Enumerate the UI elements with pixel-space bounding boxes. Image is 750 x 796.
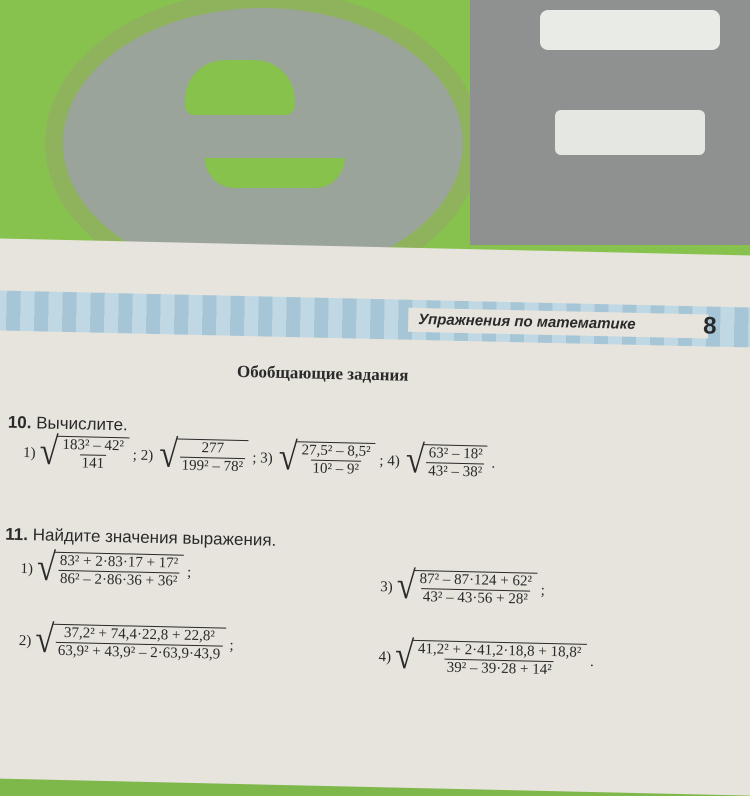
numerator: 41,2² + 2·41,2·18,8 + 18,8² xyxy=(417,641,582,661)
section-title: Обобщающие задания xyxy=(236,361,409,385)
separator: ; xyxy=(229,637,234,654)
separator: ; xyxy=(540,582,546,599)
separator: . xyxy=(589,653,595,670)
task-11-item-1 xyxy=(20,546,192,591)
textbook-page xyxy=(0,238,750,796)
denominator: 43² – 43·56 + 28² xyxy=(421,588,530,608)
separator: ; xyxy=(186,564,192,581)
page-number: 8 xyxy=(702,312,717,340)
task-10-title xyxy=(8,413,128,436)
item-label: 4) xyxy=(378,648,392,665)
task-10-number: 10. xyxy=(7,412,32,433)
running-title: Упражнения по математике xyxy=(408,308,708,339)
item-label: 1) xyxy=(20,560,34,577)
item-label: 3) xyxy=(380,578,393,595)
numerator: 27,5² – 8,5² xyxy=(301,442,371,460)
sqrt-icon: √ xyxy=(278,435,298,479)
denominator: 141 xyxy=(79,454,106,473)
background-letter-shape-lower xyxy=(205,158,345,188)
separator: . xyxy=(491,455,496,472)
task-10-item-1 xyxy=(39,430,129,474)
task-11-item-4 xyxy=(378,634,595,680)
sqrt-icon: √ xyxy=(396,564,416,608)
task-10-instruction: Вычислите. xyxy=(35,413,128,435)
numerator: 83² + 2·83·17 + 17² xyxy=(59,552,179,572)
sqrt-icon: √ xyxy=(405,438,426,482)
separator: ; 4) xyxy=(379,452,401,470)
denominator: 43² – 38² xyxy=(426,462,484,481)
numerator: 37,2² + 74,4·22,8 + 22,8² xyxy=(63,625,216,645)
denominator: 10² – 9² xyxy=(310,460,361,479)
background-white-block-2 xyxy=(555,110,705,155)
item-label: 2) xyxy=(18,632,32,649)
task-10-item-2 xyxy=(158,433,249,477)
numerator: 87² – 87·124 + 62² xyxy=(419,571,533,590)
background-white-block xyxy=(540,10,720,50)
background-letter-shape xyxy=(185,60,295,115)
separator: ; 3) xyxy=(252,449,273,467)
sqrt-icon: √ xyxy=(394,634,415,678)
separator: ; 2) xyxy=(132,447,154,464)
sqrt-icon: √ xyxy=(39,430,59,474)
task-10-row xyxy=(22,430,496,482)
task-10-item-3 xyxy=(278,435,375,479)
numerator: 183² – 42² xyxy=(62,436,125,455)
denominator: 63,9² + 43,9² – 2·63,9·43,9 xyxy=(56,642,223,664)
sqrt-icon: √ xyxy=(158,433,179,477)
task-10-item-label: 1) xyxy=(22,444,36,461)
task-11-instruction: Найдите значения выражения. xyxy=(32,525,277,550)
task-11-item-3 xyxy=(380,564,546,609)
denominator: 86² – 2·86·36 + 36² xyxy=(58,570,180,591)
numerator: 277 xyxy=(201,440,225,457)
task-10-item-4 xyxy=(405,438,487,482)
task-11-item-2 xyxy=(18,618,234,664)
task-11-number: 11. xyxy=(5,524,29,545)
denominator: 199² – 78² xyxy=(179,457,245,476)
denominator: 39² – 39·28 + 14² xyxy=(445,659,554,679)
numerator: 63² – 18² xyxy=(428,445,483,463)
sqrt-icon: √ xyxy=(36,546,57,590)
sqrt-icon: √ xyxy=(34,618,55,662)
